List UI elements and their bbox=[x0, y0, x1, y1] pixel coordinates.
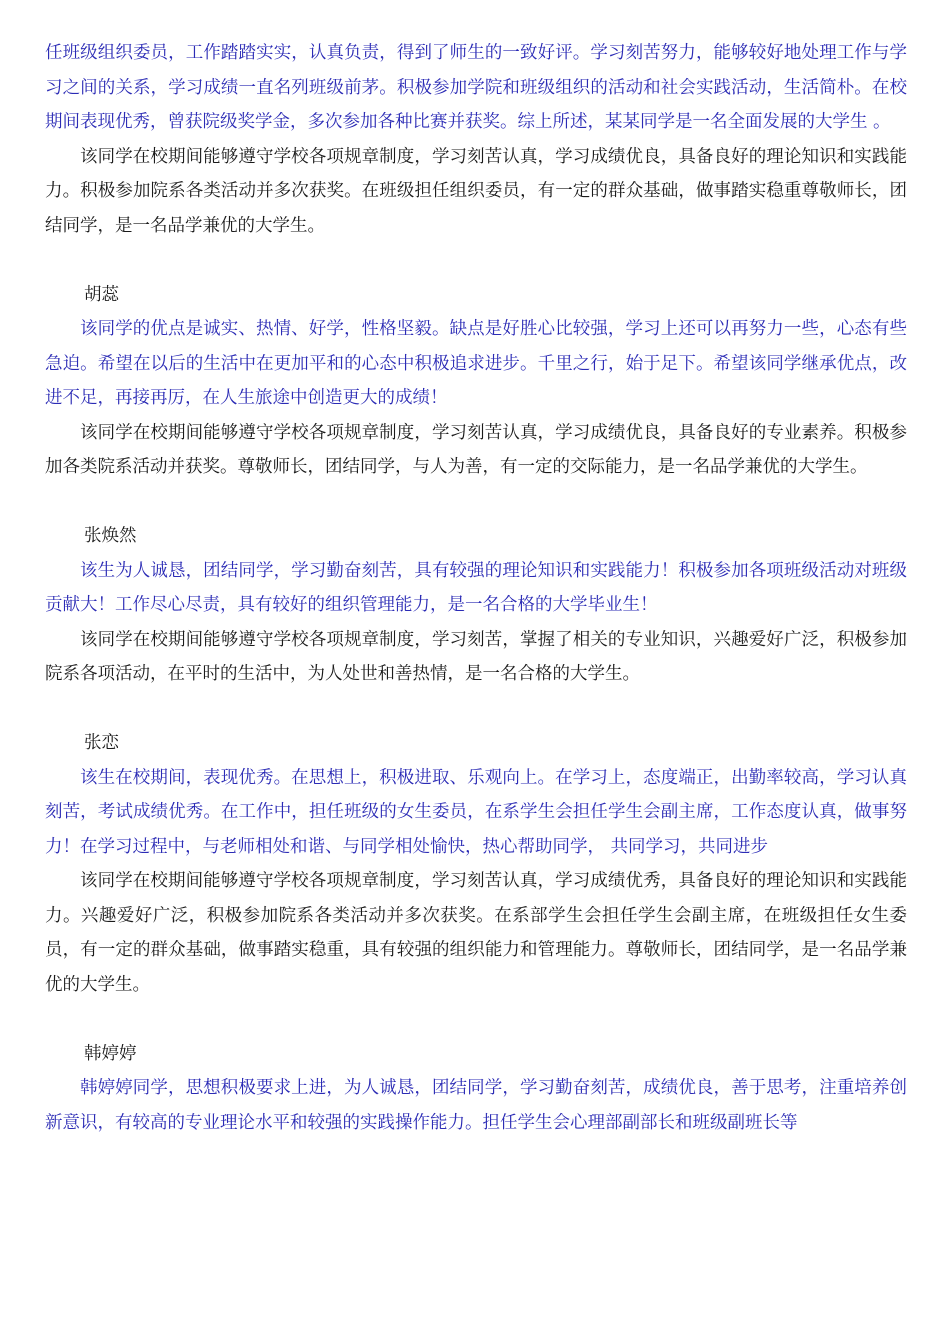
spacer bbox=[45, 243, 907, 278]
student-name-1: 胡蕊 bbox=[84, 284, 119, 305]
comment-blue-4: 韩婷婷同学，思想积极要求上进，为人诚恳，团结同学，学习勤奋刻苦，成绩优良，善于思考，注重培养创新意识，有较高的专业理论水平和较强的实践操作能力。担任学生会心理部副部长和班级副班长等 bbox=[45, 1078, 907, 1133]
student-name-2: 张焕然 bbox=[84, 526, 137, 546]
spacer bbox=[45, 1002, 907, 1037]
spacer bbox=[45, 692, 907, 727]
spacer bbox=[45, 485, 907, 520]
student-name-3: 张恋 bbox=[84, 733, 119, 753]
comment-blue-1: 该同学的优点是诚实、热情、好学，性格坚毅。缺点是好胜心比较强，学习上还可以再努力一些，心态有些急迫。希望在以后的生活中在更加平和的心态中积极追求进步。千里之行，始于足下。希望该同学继承优点，改进不足，再接再厉，在人生旅途中创造更大的成绩！ bbox=[45, 319, 907, 408]
comment-black-2: 该同学在校期间能够遵守学校各项规章制度，学习刻苦，掌握了相关的专业知识，兴趣爱好广泛，积极参加院系各项活动，在平时的生活中，为人处世和善热情，是一名合格的大学生。 bbox=[45, 629, 907, 684]
comment-blue-3: 该生在校期间，表现优秀。在思想上，积极进取、乐观向上。在学习上，态度端正，出勤率较高，学习认真刻苦，考试成绩优秀。在工作中，担任班级的女生委员，在系学生会担任学生会副主席，工作态度认真，做事努力！在学习过程中，与老师相处和谐、与同学相处愉快，热心帮助同学， 共同学习，共同进步 bbox=[45, 767, 907, 857]
document-page bbox=[45, 36, 907, 1140]
comment-black-1: 该同学在校期间能够遵守学校各项规章制度，学习刻苦认真，学习成绩优良，具备良好的专业素养。积极参加各类院系活动并获奖。尊敬师长，团结同学，与人为善，有一定的交际能力，是一名品学兼优的大学生。 bbox=[45, 422, 907, 477]
comment-black-0: 该同学在校期间能够遵守学校各项规章制度，学习刻苦认真，学习成绩优良，具备良好的理论知识和实践能力。积极参加院系各类活动并多次获奖。在班级担任组织委员，有一定的群众基础，做事踏实稳重尊敬师长，团结同学，是一名品学兼优的大学生。 bbox=[45, 146, 907, 236]
comment-black-3: 该同学在校期间能够遵守学校各项规章制度，学习刻苦认真，学习成绩优秀，具备良好的理论知识和实践能力。兴趣爱好广泛，积极参加院系各类活动并多次获奖。在系部学生会担任学生会副主席，在班级担任女生委员，有一定的群众基础，做事踏实稳重，具有较强的组织能力和管理能力。尊敬师长，团结同学，是一名品学兼优的大学生。 bbox=[45, 871, 907, 995]
student-name-4: 韩婷婷 bbox=[84, 1043, 137, 1064]
comment-blue-2: 该生为人诚恳，团结同学，学习勤奋刻苦，具有较强的理论知识和实践能力！积极参加各项班级活动对班级贡献大！工作尽心尽责，具有较好的组织管理能力，是一名合格的大学毕业生！ bbox=[45, 560, 907, 615]
comment-blue-0: 任班级组织委员，工作踏踏实实，认真负责，得到了师生的一致好评。学习刻苦努力，能够较好地处理工作与学习之间的关系，学习成绩一直名列班级前茅。积极参加学院和班级组织的活动和社会实践活动，生活简朴。在校期间表现优秀，曾获院级奖学金，多次参加各种比赛并获奖。综上所述，某某同学是一名全面发展的大学生 。 bbox=[45, 43, 907, 132]
